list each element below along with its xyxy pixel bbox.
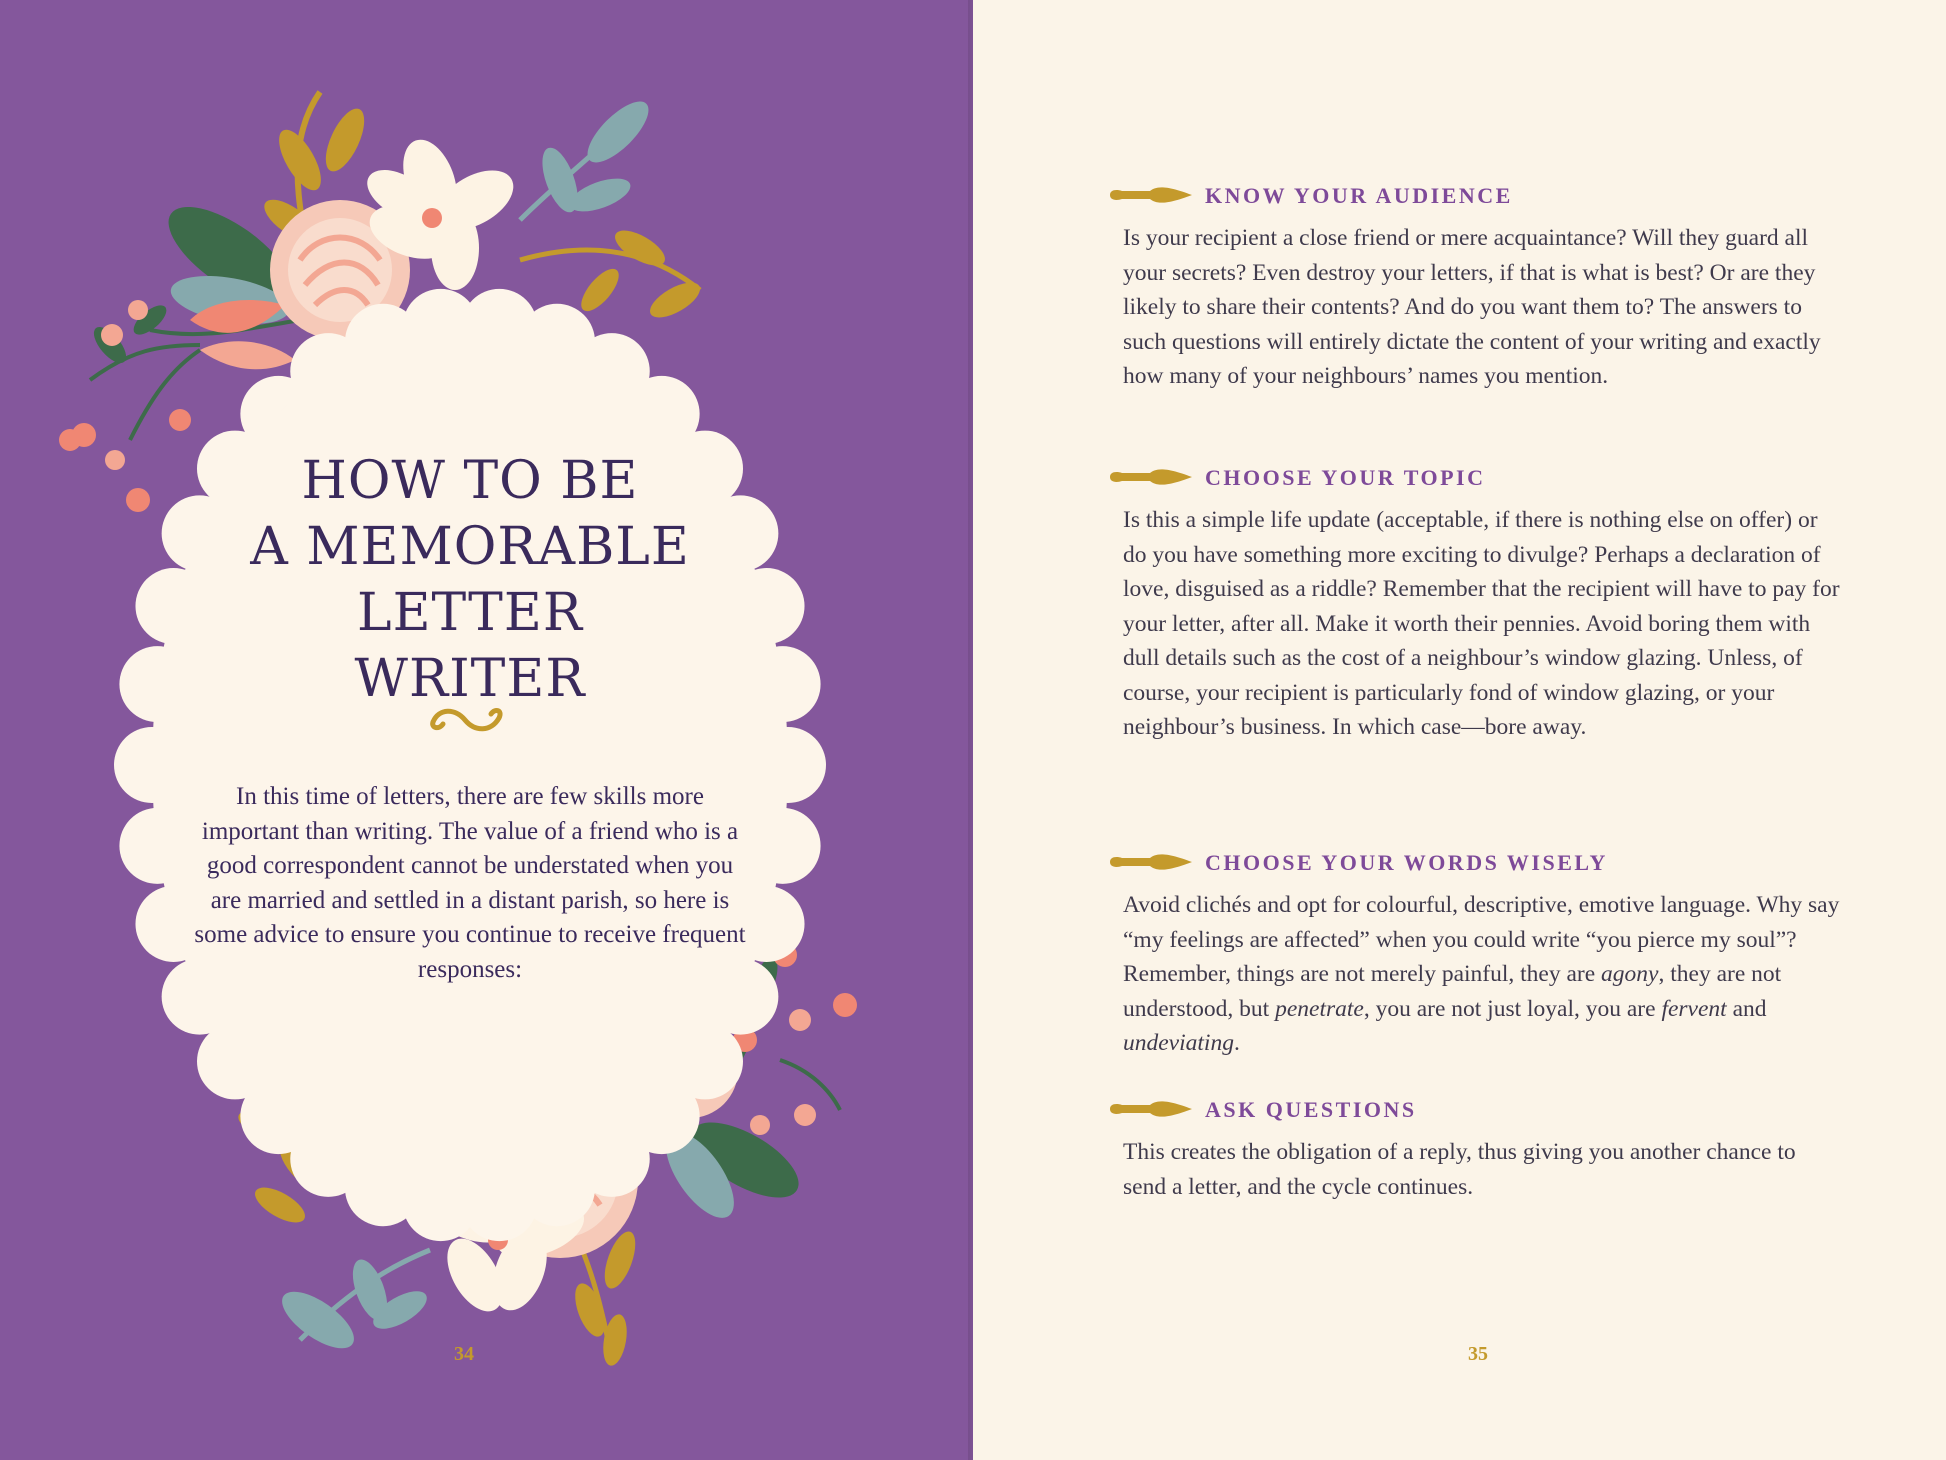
- body-text-run: .: [1233, 1030, 1240, 1056]
- section-heading: CHOOSE YOUR WORDS WISELY: [1205, 850, 1608, 875]
- body-text-run: Avoid clichés and opt for colourful, descriptive, emotive language. Why say “my feelings are affected” when you could write “you pierce my soul”? Remember, things are not merely painful, they are: [1123, 892, 1840, 987]
- section-heading: KNOW YOUR AUDIENCE: [1205, 183, 1513, 208]
- body-text-run: and: [1726, 995, 1767, 1022]
- intro-paragraph: In this time of letters, there are few skills more important than writing. The value of a friend who is a good correspondent cannot be understated when you are married and settled in a distant parish, so here is some advice to ensure you continue to receive frequent responses:: [194, 783, 746, 983]
- emphasis-text: undeviating: [1123, 1030, 1234, 1056]
- section-body: [1123, 888, 1843, 1061]
- right-page: [973, 0, 1946, 1460]
- section-body: This creates the obligation of a reply, thus giving you another chance to send a letter, and the cycle continues.: [1123, 1139, 1796, 1200]
- section-heading: ASK QUESTIONS: [1205, 1097, 1417, 1122]
- pointing-pen-nib-icon: [1108, 465, 1194, 489]
- page-title: [250, 448, 690, 712]
- pointing-pen-nib-icon: [1108, 1097, 1194, 1121]
- title-line-3: LETTER WRITER: [354, 583, 586, 709]
- emphasis-text: penetrate: [1275, 995, 1364, 1022]
- section-heading: CHOOSE YOUR TOPIC: [1205, 465, 1486, 490]
- swash-ornament-icon: [425, 700, 515, 740]
- pointing-pen-nib-icon: [1108, 850, 1194, 874]
- emphasis-text: agony: [1601, 961, 1659, 987]
- pointing-pen-nib-icon: [1108, 183, 1194, 207]
- body-text-run: , they are not understood, but: [1123, 961, 1782, 1022]
- section-body: Is this a simple life update (acceptable, if there is nothing else on offer) or do you have something more exciting to divulge? Perhaps a declaration of love, disguised as a riddle? Remember that the recipient will have to pay for your letter, after all. Make it worth their pennies. Avoid boring them with dull details such as the cost of a neighbour’s window glazing. Unless, of course, your recipient is particularly fond of window glazing, or your neighbour’s business. In which case—bore away.: [1123, 507, 1840, 740]
- emphasis-text: fervent: [1661, 995, 1727, 1022]
- section-body: Is your recipient a close friend or mere acquaintance? Will they guard all your secrets? Even destroy your letters, if that is what is best? Or are they likely to share their contents? And do you want them to? The answers to such questions will entirely dictate the content of your writing and exactly how many of your neighbours’ names you mention.: [1123, 225, 1821, 389]
- title-line-1: HOW TO BE: [301, 451, 639, 511]
- title-line-2: A MEMORABLE: [250, 517, 690, 577]
- page-number-right: 35: [1468, 1343, 1488, 1365]
- page-number-left: 34: [454, 1343, 474, 1365]
- body-text-run: , you are not just loyal, you are: [1363, 995, 1662, 1022]
